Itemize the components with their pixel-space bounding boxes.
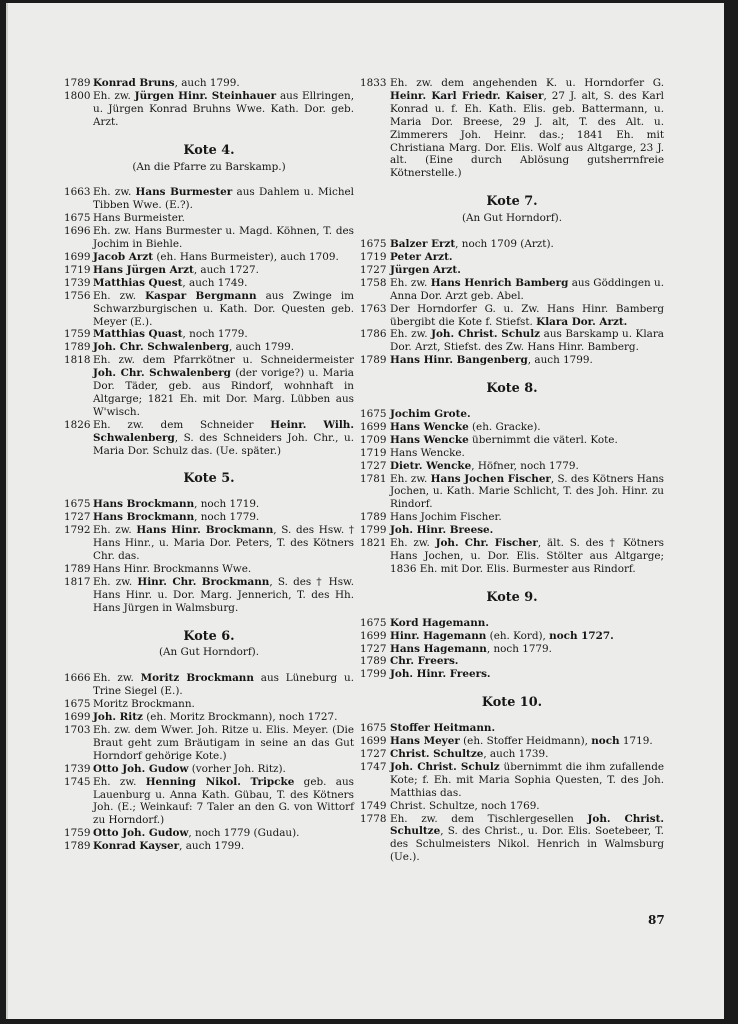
register-entry: [360, 630, 664, 643]
entry-segment: , auch 1799.: [179, 840, 245, 853]
register-entry: [64, 225, 354, 251]
entry-text: [93, 498, 354, 511]
entry-year: 1699: [64, 250, 91, 263]
entry-name: Joh. Hinr. Breese.: [390, 524, 494, 537]
entry-year: 1745: [64, 775, 91, 788]
entry-year: 1818: [64, 354, 91, 367]
entry-year: 1759: [64, 827, 91, 840]
kote-section: [360, 196, 664, 367]
entry-name: Joh. Christ. Schultze: [390, 812, 664, 838]
register-entry: [360, 354, 664, 367]
entry-name: Jochim Grote.: [390, 408, 471, 421]
register-entry: [64, 328, 354, 341]
register-entry: [64, 711, 354, 724]
entry-year: 1709: [360, 433, 387, 446]
register-entry: [64, 341, 354, 354]
entry-segment: Eh. zw.: [93, 186, 136, 199]
entry-segment: (eh. Kord),: [486, 629, 550, 642]
entry-segment: Eh. zw. Hans Burmester u. Magd. Köhnen, T. des Jochim in Biehle.: [93, 225, 354, 251]
kote-section: [64, 628, 354, 854]
entry-name: Jacob Arzt: [93, 250, 154, 263]
entry-year: 1719: [64, 263, 91, 276]
register-entry: [360, 251, 664, 264]
entry-text: [390, 328, 664, 354]
register-entry: [360, 277, 664, 303]
entry-year: 1799: [360, 668, 387, 681]
entry-text: [390, 264, 664, 277]
entry-text: [390, 813, 664, 865]
entry-segment: Moritz Brockmann.: [93, 698, 195, 711]
register-entry: [360, 447, 664, 460]
register-entry: [64, 212, 354, 225]
section-subtitle: (An die Pfarre zu Barskamp.): [132, 160, 286, 173]
register-entry: [64, 563, 354, 576]
entry-segment: , 27 J. alt, S. des Karl Konrad u. f. Eh. Kath. Elis. geb. Battermann, u. Maria Dor. Breese, 29 J. alt, T. des Alt. u. Zimmerers Joh. Heinr. das.; 1841 Eh. mit Christiana Marg. Dor. Elis. Wolf aus Altgarge, 23 J. alt. (Eine durch Ablösung gutsherrnfreie Kötnerstelle.): [390, 89, 664, 180]
register-entry: [64, 511, 354, 524]
entry-text: [390, 421, 664, 434]
kote-section: [64, 473, 354, 614]
section-heading: Kote 6.: [183, 628, 235, 644]
entry-text: [93, 711, 354, 724]
entry-name: Otto Joh. Gudow: [93, 827, 189, 840]
entry-name: Joh. Christ. Schulz: [390, 760, 500, 773]
entry-name: Kord Hagemann.: [390, 616, 489, 629]
register-entry: [360, 421, 664, 434]
entry-segment: , auch 1739.: [483, 747, 549, 760]
entry-year: 1675: [360, 408, 387, 421]
entry-segment: , noch 1779.: [182, 328, 248, 341]
entry-segment: (der vorige?) u. Maria Dor. Täder, geb. aus Rindorf, wohnhaft in Altgarge; 1821 Eh. mit Dor. Marg. Lübben aus W'wisch.: [93, 367, 354, 418]
entry-text: [93, 576, 354, 615]
kote-section: [360, 589, 664, 681]
register-entry: [64, 77, 354, 90]
entry-segment: , noch 1779.: [486, 642, 552, 655]
entry-text: [390, 655, 664, 668]
entry-year: 1781: [360, 472, 387, 485]
left-column: [64, 77, 354, 853]
entry-segment: Eh. zw. dem Schneider: [93, 418, 271, 431]
entry-name: Dietr. Wencke: [390, 459, 472, 472]
entry-name: Joh. Chr. Fischer: [435, 537, 538, 550]
entry-name: Hans Brockmann: [93, 498, 195, 511]
register-entry: [64, 90, 354, 129]
entry-segment: (eh. Gracke).: [468, 420, 541, 433]
entry-year: 1663: [64, 186, 91, 199]
entry-year: 1789: [64, 77, 91, 89]
entry-text: [93, 563, 354, 576]
register-entry: [64, 354, 354, 419]
entry-segment: Hans Jochim Fischer.: [390, 511, 502, 524]
entry-year: 1727: [360, 642, 387, 655]
entry-year: 1739: [64, 276, 91, 289]
entry-segment: , S. des Kötners Hans Jochen, u. Kath. Marie Schlicht, T. des Joh. Hinr. zu Rindorf.: [390, 472, 664, 511]
entry-year: 1756: [64, 289, 91, 302]
entry-segment: Eh. zw.: [390, 537, 436, 550]
right-column: [360, 77, 664, 864]
entry-year: 1789: [360, 655, 387, 668]
entry-name: Joh. Hinr. Freers.: [390, 668, 491, 681]
entry-name: Matthias Quest: [93, 276, 183, 289]
entry-text: [390, 511, 664, 524]
register-entry: [360, 511, 664, 524]
entry-segment: Eh. zw.: [93, 775, 146, 788]
register-entry: [360, 617, 664, 630]
kote-section: [360, 383, 664, 576]
register-entry: [360, 303, 664, 329]
entry-segment: 1719.: [619, 735, 653, 748]
entry-name: Heinr. Wilh. Schwalenberg: [93, 418, 354, 444]
register-entry: [360, 748, 664, 761]
entry-text: [93, 776, 354, 828]
register-entry: [64, 698, 354, 711]
entry-year: 1675: [64, 212, 91, 225]
kote-section: [360, 697, 664, 864]
entry-name: Hans Henrich Bamberg: [430, 276, 569, 289]
entry-year: 1747: [360, 760, 387, 773]
entry-name: Kaspar Bergmann: [145, 289, 257, 302]
entry-text: [93, 186, 354, 212]
entry-name: Hans Hinr. Bangenberg: [390, 354, 528, 367]
entry-year: 1675: [360, 238, 387, 251]
entry-text: [93, 77, 354, 90]
entry-segment: aus Dahlem u. Michel Tibben Wwe. (E.?).: [93, 186, 354, 212]
entry-name: Peter Arzt.: [390, 250, 453, 263]
entry-year: 1727: [360, 747, 387, 760]
entry-text: [93, 90, 354, 129]
entry-text: [93, 724, 354, 763]
register-entry: [360, 643, 664, 656]
entry-text: [390, 303, 664, 329]
entry-name: Christ. Schultze: [390, 747, 484, 760]
entry-name: Hans Wencke: [390, 433, 469, 446]
entry-text: [390, 722, 664, 735]
register-entry: [360, 238, 664, 251]
entry-name: Moritz Brockmann: [140, 672, 254, 685]
page-number: 87: [648, 913, 665, 927]
entry-text: [390, 748, 664, 761]
entry-name: Henning Nikol. Tripcke: [145, 775, 295, 788]
register-entry: [64, 524, 354, 563]
entry-segment: aus Lüneburg u. Trine Siegel (E.).: [93, 672, 354, 698]
entry-text: [93, 419, 354, 458]
entry-name: noch: [591, 735, 620, 748]
entry-name: noch 1727.: [549, 629, 614, 642]
register-entry: [360, 813, 664, 865]
entry-name: Hans Jochen Fischer: [430, 472, 551, 485]
entry-year: 1821: [360, 537, 387, 550]
entry-text: [390, 251, 664, 264]
entry-text: [390, 473, 664, 512]
entry-name: Hans Hagemann: [390, 642, 487, 655]
entry-text: [93, 840, 354, 853]
entry-name: Otto Joh. Gudow: [93, 762, 189, 775]
entry-year: 1696: [64, 225, 91, 238]
entry-segment: Der Horndorfer G. u. Zw. Hans Hinr. Bamberg übergibt die Kote f. Stiefst.: [390, 302, 664, 328]
register-entry: [64, 840, 354, 853]
entry-segment: , noch 1709 (Arzt).: [455, 238, 554, 251]
section-heading: Kote 9.: [486, 589, 538, 605]
entry-name: Heinr. Karl Friedr. Kaiser: [390, 89, 544, 102]
entry-year: 1739: [64, 762, 91, 775]
entry-text: [93, 672, 354, 698]
entry-text: [93, 511, 354, 524]
register-entry: [360, 537, 664, 576]
entry-year: 1727: [360, 263, 387, 276]
entry-year: 1675: [360, 616, 387, 629]
entry-segment: aus Barskamp u. Klara Dor. Arzt, Stiefst. des Zw. Hans Hinr. Bamberg.: [390, 328, 664, 354]
register-entry: [360, 77, 664, 180]
entry-name: Hinr. Hagemann: [390, 629, 487, 642]
entry-segment: aus Ellringen, u. Jürgen Konrad Bruhns Wwe. Kath. Dor. geb. Arzt.: [93, 89, 354, 128]
entry-segment: Eh. zw. dem angehenden K. u. Horndorfer G.: [390, 77, 664, 89]
register-entry: [64, 763, 354, 776]
entry-segment: , S. des Christ., u. Dor. Elis. Soetebeer, T. des Schulmeisters Nikol. Henrich in Walmsburg (Ue.).: [390, 825, 664, 864]
entry-segment: Eh. zw. dem Tischlergesellen: [390, 812, 588, 825]
entry-segment: , S. des † Hsw. Hans Hinr. u. Dor. Marg. Jennerich, T. des Hh. Hans Jürgen in Walmsburg.: [93, 575, 355, 614]
entry-year: 1817: [64, 575, 91, 588]
entry-segment: Eh. zw.: [390, 276, 431, 289]
entry-text: [93, 763, 354, 776]
entry-text: [390, 77, 664, 180]
entry-year: 1703: [64, 723, 91, 736]
entry-text: [93, 827, 354, 840]
entry-text: [93, 341, 354, 354]
register-entry: [64, 827, 354, 840]
register-entry: [64, 419, 354, 458]
entry-year: 1727: [360, 459, 387, 472]
entry-segment: geb. aus Lauenburg u. Anna Kath. Gübau, T. des Kötners Joh. (E.; Weinkauf: 7 Taler an den G. von Wittorf zu Horndorf.): [93, 775, 354, 827]
register-entry: [64, 576, 354, 615]
entry-segment: , auch 1799.: [174, 77, 240, 89]
register-entry: [64, 672, 354, 698]
entry-text: [390, 524, 664, 537]
register-entry: [64, 498, 354, 511]
register-entry: [360, 761, 664, 800]
entry-year: 1699: [360, 629, 387, 642]
entry-text: [390, 238, 664, 251]
entry-segment: Eh. zw. dem Pfarrkötner u. Schneidermeister: [93, 354, 354, 367]
entry-year: 1675: [64, 498, 91, 511]
entry-segment: , S. des Hsw. † Hans Hinr., u. Maria Dor. Peters, T. des Kötners Chr. das.: [93, 524, 355, 562]
entry-segment: Eh. zw.: [93, 672, 141, 685]
entry-name: Klara Dor. Arzt.: [536, 315, 628, 328]
entry-text: [390, 408, 664, 421]
entry-name: Balzer Erzt: [390, 238, 456, 251]
entry-year: 1719: [360, 250, 387, 263]
entry-name: Stoffer Heitmann.: [390, 722, 496, 735]
entry-text: [390, 643, 664, 656]
register-entry: [360, 473, 664, 512]
entry-year: 1789: [64, 341, 91, 354]
entry-text: [390, 460, 664, 473]
entry-text: [93, 251, 354, 264]
section-heading: Kote 7.: [486, 194, 538, 210]
entry-name: Konrad Bruns: [93, 77, 175, 89]
entry-name: Hans Wencke: [390, 420, 469, 433]
entry-name: Hans Meyer: [390, 735, 460, 748]
entry-text: [93, 225, 354, 251]
entry-name: Jürgen Hinr. Steinhauer: [134, 89, 277, 102]
entry-name: Hans Hinr. Brockmann: [136, 524, 274, 537]
entry-segment: , auch 1727.: [193, 263, 259, 276]
entry-year: 1800: [64, 89, 91, 102]
register-entry: [360, 264, 664, 277]
section-heading: Kote 5.: [183, 471, 235, 487]
entry-text: [390, 354, 664, 367]
register-entry: [64, 776, 354, 828]
entry-name: Hinr. Chr. Brockmann: [137, 575, 270, 588]
entry-text: [93, 212, 354, 225]
register-entry: [360, 722, 664, 735]
entry-segment: Hans Hinr. Brockmanns Wwe.: [93, 562, 252, 575]
entry-name: Konrad Kayser: [93, 840, 180, 853]
entry-text: [390, 617, 664, 630]
entry-segment: (eh. Hans Burmeister), auch 1709.: [153, 250, 339, 263]
entry-name: Chr. Freers.: [390, 655, 459, 668]
entry-year: 1699: [360, 735, 387, 748]
entry-segment: Eh. zw.: [390, 472, 431, 485]
entry-year: 1675: [360, 722, 387, 735]
register-entry: [360, 800, 664, 813]
section-heading: Kote 10.: [481, 695, 543, 711]
entry-segment: aus Göddingen u. Anna Dor. Arzt geb. Abel.: [390, 276, 664, 302]
entry-year: 1666: [64, 672, 91, 685]
entry-segment: , S. des Schneiders Joh. Chr., u. Maria Dor. Schulz das. (Ue. später.): [93, 431, 354, 457]
entry-year: 1758: [360, 276, 387, 289]
entry-year: 1699: [64, 711, 91, 724]
entry-year: 1699: [360, 420, 387, 433]
entry-year: 1833: [360, 77, 387, 89]
section-subtitle: (An Gut Horndorf).: [158, 646, 260, 659]
register-entry: [64, 724, 354, 763]
entry-year: 1749: [360, 799, 387, 812]
register-entry: [360, 434, 664, 447]
register-entry: [360, 655, 664, 668]
entry-segment: aus Zwinge im Schwarzburgischen u. Kath. Dor. Questen geb. Meyer (E.).: [93, 289, 354, 328]
entry-text: [390, 761, 664, 800]
entry-text: [93, 698, 354, 711]
entry-text: [390, 447, 664, 460]
entry-text: [93, 277, 354, 290]
entry-year: 1763: [360, 302, 387, 315]
register-entry: [64, 277, 354, 290]
entry-segment: Eh. zw.: [93, 89, 135, 102]
entry-year: 1789: [360, 511, 387, 524]
entry-year: 1792: [64, 524, 91, 537]
entry-text: [390, 630, 664, 643]
entry-segment: , noch 1779 (Gudau).: [188, 827, 300, 840]
entry-segment: Hans Burmeister.: [93, 212, 185, 225]
entry-year: 1719: [360, 446, 387, 459]
register-entry: [64, 251, 354, 264]
entry-segment: , noch 1779.: [194, 511, 260, 524]
entry-name: Jürgen Arzt.: [390, 263, 461, 276]
entry-name: Hans Burmester: [135, 186, 233, 199]
entry-name: Joh. Ritz: [93, 711, 143, 724]
entry-year: 1778: [360, 812, 387, 825]
entry-text: [390, 277, 664, 303]
entry-segment: Christ. Schultze, noch 1769.: [390, 799, 540, 812]
entry-year: 1789: [64, 562, 91, 575]
entry-segment: Eh. zw.: [93, 289, 146, 302]
section-heading: Kote 8.: [486, 381, 538, 397]
entry-segment: übernimmt die ihm zufallende Kote; f. Eh. mit Maria Sophia Questen, T. des Joh. Matthias das.: [390, 760, 664, 799]
entry-year: 1789: [360, 354, 387, 367]
entry-segment: Eh. zw. dem Wwer. Joh. Ritze u. Elis. Meyer. (Die Braut geht zum Bräutigam in seine an das Gut Horndorf gehörige Kote.): [93, 723, 354, 762]
register-entry: [360, 524, 664, 537]
entry-text: [93, 264, 354, 277]
entry-name: Matthias Quast: [93, 328, 183, 341]
entry-text: [390, 537, 664, 576]
register-entry: [64, 186, 354, 212]
entry-year: 1675: [64, 698, 91, 711]
entry-name: Joh. Chr. Schwalenberg: [93, 341, 230, 354]
entry-segment: , auch 1799.: [229, 341, 295, 354]
entry-year: 1826: [64, 418, 91, 431]
entry-segment: Eh. zw.: [390, 328, 432, 341]
entry-segment: übernimmt die väterl. Kote.: [468, 433, 618, 446]
entry-segment: , noch 1719.: [194, 498, 260, 511]
entry-segment: , Höfner, noch 1779.: [471, 459, 579, 472]
register-entry: [360, 328, 664, 354]
register-entry: [360, 460, 664, 473]
entry-text: [93, 354, 354, 419]
register-entry: [360, 735, 664, 748]
entry-text: [390, 735, 664, 748]
entry-text: [93, 290, 354, 329]
entry-year: 1789: [64, 840, 91, 853]
entry-segment: Eh. zw.: [93, 524, 137, 537]
entry-year: 1759: [64, 328, 91, 341]
entry-name: Joh. Chr. Schwalenberg: [93, 367, 231, 380]
register-entry: [360, 668, 664, 681]
entry-name: Hans Jürgen Arzt: [93, 263, 194, 276]
section-subtitle: (An Gut Horndorf).: [461, 212, 563, 225]
entry-segment: Hans Wencke.: [390, 446, 465, 459]
entry-segment: (vorher Joh. Ritz).: [188, 762, 286, 775]
entry-year: 1799: [360, 524, 387, 537]
kote-section: [64, 142, 354, 458]
entry-segment: , ält. S. des † Kötners Hans Jochen, u. Dor. Elis. Stölter aus Altgarge; 1836 Eh. mit Dor. Elis. Burmester aus Rindorf.: [390, 537, 664, 575]
register-entry: [360, 408, 664, 421]
entry-text: [390, 800, 664, 813]
entry-segment: Eh. zw.: [93, 575, 138, 588]
entry-name: Joh. Christ. Schulz: [431, 328, 541, 341]
entry-segment: (eh. Stoffer Heidmann),: [459, 735, 592, 748]
entry-text: [93, 524, 354, 563]
entry-year: 1727: [64, 511, 91, 524]
section-heading: Kote 4.: [183, 142, 235, 158]
entry-text: [390, 668, 664, 681]
document-page: [6, 3, 724, 1019]
register-entry: [64, 290, 354, 329]
entry-year: 1786: [360, 328, 387, 341]
entry-text: [390, 434, 664, 447]
entry-segment: , auch 1799.: [527, 354, 593, 367]
entry-text: [93, 328, 354, 341]
register-entry: [64, 264, 354, 277]
entry-segment: , auch 1749.: [182, 276, 248, 289]
entry-segment: (eh. Moritz Brockmann), noch 1727.: [142, 711, 338, 724]
entry-name: Hans Brockmann: [93, 511, 195, 524]
